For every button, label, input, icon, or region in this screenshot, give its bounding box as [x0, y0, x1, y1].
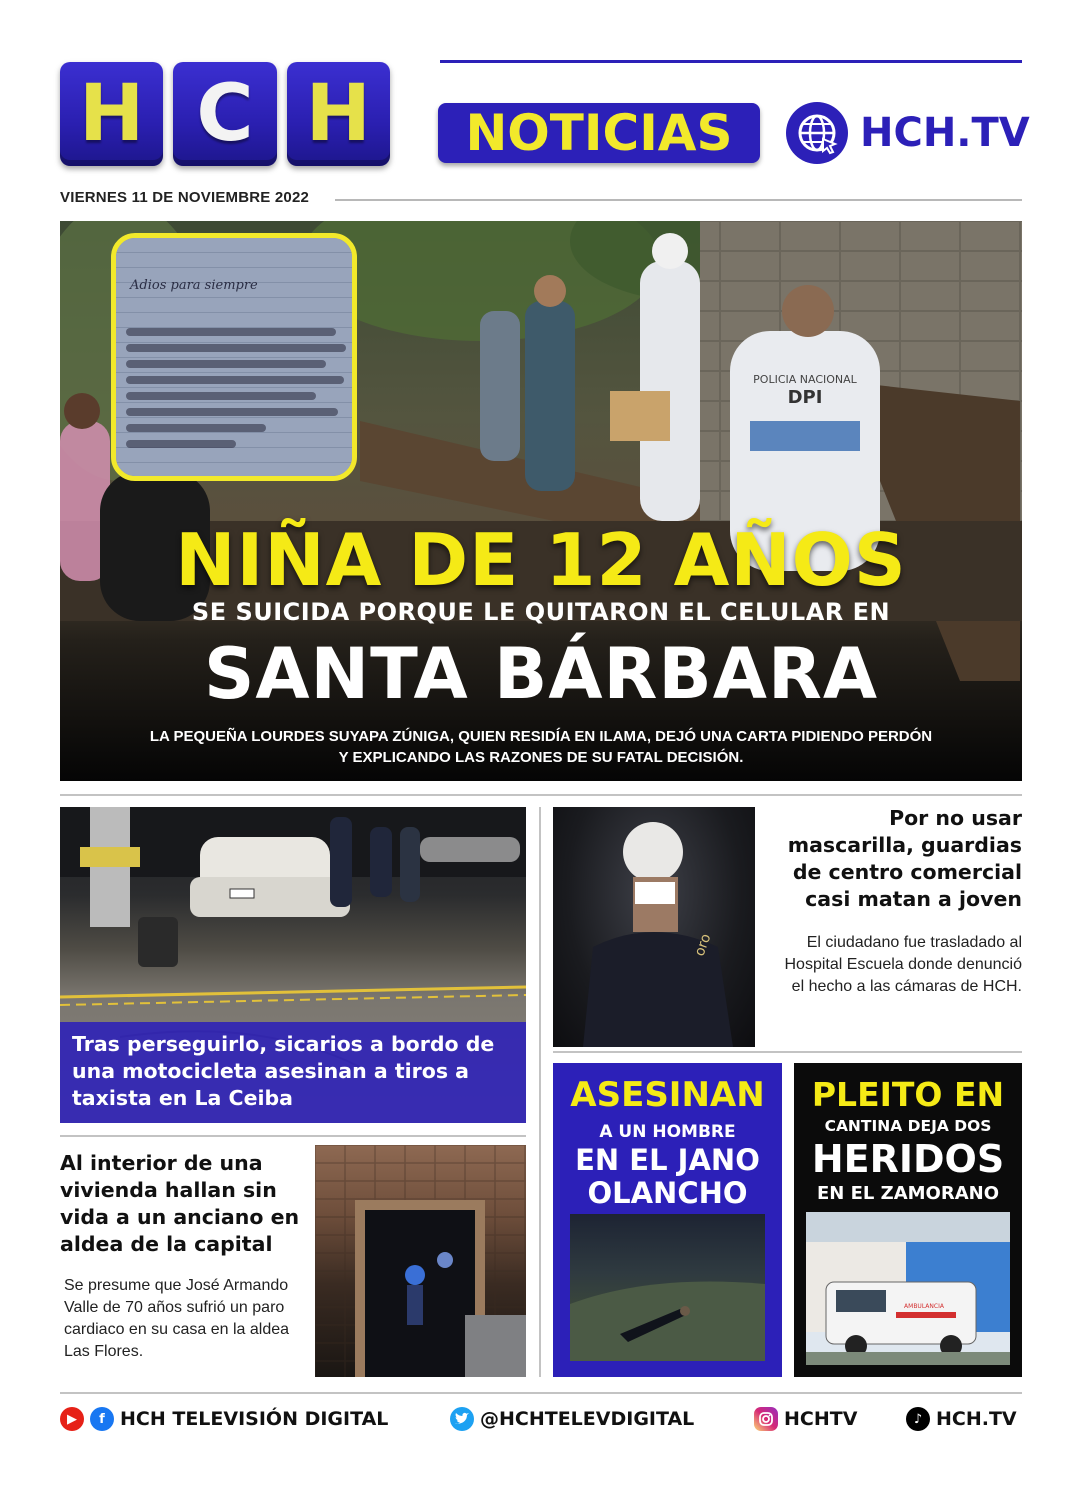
footer-instagram[interactable]	[754, 1407, 857, 1431]
footer-facebook-label: HCH TELEVISIÓN DIGITAL	[120, 1408, 389, 1430]
youtube-icon[interactable]: ▶	[60, 1407, 84, 1431]
note-line	[126, 424, 266, 432]
house-scene-photo[interactable]	[315, 1145, 526, 1377]
jano-story-box[interactable]	[553, 1063, 782, 1377]
mask-headline[interactable]: Por no usar mascarilla, guardias de centro comercial casi matan a joven	[787, 806, 1022, 911]
note-line	[126, 328, 336, 336]
elder-summary: Se presume que José Armando Valle de 70 años sufrió un paro cardiaco en su casa en la aldea Las Flores.	[64, 1277, 290, 1360]
column-divider	[539, 807, 541, 1377]
header-divider	[440, 60, 1022, 63]
logo-block-c	[173, 62, 276, 166]
section-divider	[553, 1051, 1022, 1053]
jano-line2: A UN HOMBRE	[599, 1122, 736, 1142]
hero-headline: NIÑA DE 12 AÑOS	[175, 518, 907, 602]
footer-tiktok[interactable]	[906, 1407, 1017, 1431]
logo-letter: H	[79, 69, 145, 159]
note-line	[126, 408, 338, 416]
section-label: NOTICIAS	[465, 104, 733, 162]
note-title: Adios para siempre	[130, 278, 258, 293]
taxi-headline-box[interactable]	[60, 1022, 526, 1123]
note-line	[126, 376, 344, 384]
footer-twitter[interactable]	[450, 1407, 694, 1431]
section-divider	[60, 1135, 526, 1137]
footer-tiktok-label: HCH.TV	[936, 1408, 1017, 1430]
jano-line1: ASESINAN	[570, 1075, 765, 1115]
injured-youth-photo[interactable]	[553, 807, 755, 1047]
twitter-icon[interactable]	[450, 1407, 474, 1431]
suicide-note-photo	[111, 233, 357, 481]
hero-description-line: LA PEQUEÑA LOURDES SUYAPA ZÚNIGA, QUIEN RESIDÍA EN ILAMA, DEJÓ UNA CARTA PIDIENDO PERDÓN	[149, 728, 933, 745]
footer-instagram-label: HCHTV	[784, 1408, 858, 1430]
website-link[interactable]: HCH.TV	[860, 110, 1030, 156]
logo-block-h2	[287, 62, 390, 166]
ambulance-text: AMBULANCIA	[904, 1303, 944, 1310]
mask-summary: El ciudadano fue trasladado al Hospital Escuela donde denunció el hecho a las cámaras de HCH.	[784, 934, 1022, 995]
vest-text: POLICIA NACIONAL	[753, 373, 857, 386]
jano-line3: EN EL JANO	[575, 1143, 760, 1177]
hero-description-line: Y EXPLICANDO LAS RAZONES DE SU FATAL DECISIÓN.	[338, 749, 744, 766]
note-line	[126, 344, 346, 352]
date-line: VIERNES 11 DE NOVIEMBRE 2022	[60, 189, 310, 206]
hero-place: SANTA BÁRBARA	[203, 633, 879, 715]
ambulance-photo	[806, 1212, 1010, 1365]
footer-twitter-label: @HCHTELEVDIGITAL	[480, 1408, 695, 1430]
footer-divider	[60, 1392, 1022, 1394]
zamorano-line4: EN EL ZAMORANO	[816, 1183, 999, 1204]
svg-text:oro: oro	[691, 931, 715, 959]
note-line	[126, 392, 316, 400]
note-line	[126, 440, 236, 448]
tiktok-icon[interactable]: ♪	[906, 1407, 930, 1431]
vest-logo: DPI	[787, 387, 823, 408]
zamorano-line3: HERIDOS	[811, 1137, 1005, 1181]
jano-line4: OLANCHO	[587, 1176, 748, 1210]
hch-logo[interactable]	[60, 62, 390, 166]
zamorano-story-box[interactable]	[794, 1063, 1022, 1377]
hero-story[interactable]	[60, 221, 1022, 781]
logo-block-h1	[60, 62, 163, 166]
zamorano-line2: CANTINA DEJA DOS	[824, 1117, 992, 1135]
jano-photo	[570, 1214, 765, 1361]
logo-letter: H	[305, 69, 371, 159]
section-badge	[438, 103, 760, 163]
taxi-headline: Tras perseguirlo, sicarios a bordo de una motocicleta asesinan a tiros a taxista en La Ceiba	[72, 1032, 495, 1110]
footer-facebook-youtube[interactable]	[60, 1407, 388, 1431]
elder-headline[interactable]: Al interior de una vivienda hallan sin vida a un anciano en aldea de la capital	[60, 1151, 300, 1256]
section-divider	[60, 794, 1022, 796]
hero-description	[60, 726, 1022, 768]
date-divider	[335, 199, 1022, 201]
hero-subheadline: SE SUICIDA PORQUE LE QUITARON EL CELULAR EN	[191, 598, 891, 626]
facebook-icon[interactable]: f	[90, 1407, 114, 1431]
zamorano-line1: PLEITO EN	[811, 1075, 1005, 1114]
globe-icon[interactable]	[786, 102, 848, 164]
logo-letter: C	[196, 69, 254, 159]
note-line	[126, 360, 326, 368]
instagram-icon[interactable]	[754, 1407, 778, 1431]
